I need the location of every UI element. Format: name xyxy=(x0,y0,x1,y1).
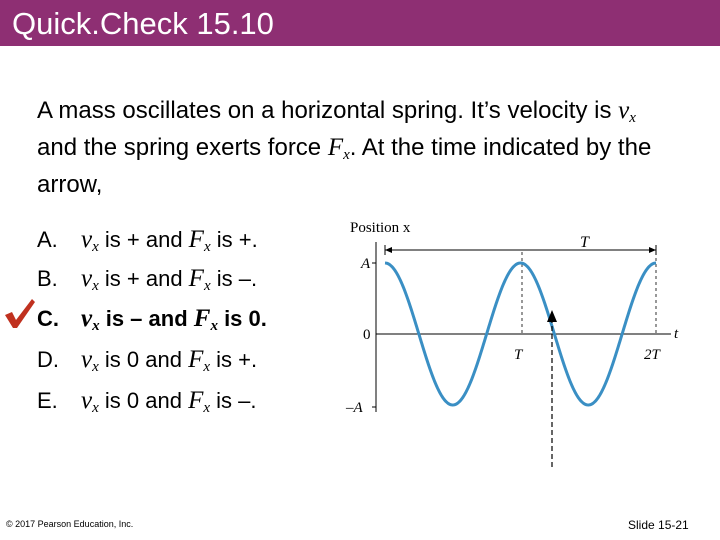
choice-e[interactable]: E. $v_x$ is 0 and $F_x$ is –. xyxy=(37,387,257,416)
question-text xyxy=(37,96,657,200)
tick-negA-label: –A xyxy=(346,400,363,416)
force-symbol: F xyxy=(327,134,344,161)
choice-letter: B. xyxy=(37,266,58,291)
choice-a[interactable]: A. $v_x$ is + and $F_x$ is +. xyxy=(37,226,258,255)
copyright-notice: © 2017 Pearson Education, Inc. xyxy=(6,519,134,529)
title-bar xyxy=(0,0,720,46)
check-mark-icon xyxy=(2,296,36,330)
velocity-symbol: v xyxy=(618,97,630,124)
tick-A-label: A xyxy=(361,256,371,272)
choice-letter: A. xyxy=(37,227,58,252)
slide-number: Slide 15-21 xyxy=(628,518,689,532)
velocity-subscript: x xyxy=(629,110,636,126)
tick-zero-label: 0 xyxy=(363,327,371,343)
position-time-graph xyxy=(336,212,696,474)
period-label: T xyxy=(580,234,589,251)
choice-d[interactable]: D. $v_x$ is 0 and $F_x$ is +. xyxy=(37,346,258,375)
question-part-1: A mass oscillates on a horizontal spring. It’s velocity is xyxy=(37,97,619,124)
tick-2T-label: 2T xyxy=(644,347,660,363)
choice-letter: E. xyxy=(37,388,58,413)
slide-title: Quick.Check 15.10 xyxy=(12,6,274,41)
question-part-3: . At the time indicated by the arrow, xyxy=(37,134,652,198)
question-part-2: and the spring exerts force xyxy=(37,134,328,161)
period-left-arrowhead xyxy=(385,247,392,253)
y-axis-label: Position x xyxy=(350,220,411,236)
choice-b[interactable]: B. $v_x$ is + and $F_x$ is –. xyxy=(37,265,258,294)
period-right-arrowhead xyxy=(649,247,656,253)
choice-c[interactable]: C. $v_x$ is – and $F_x$ is 0. xyxy=(37,305,267,334)
choice-letter: C. xyxy=(37,306,59,331)
force-subscript: x xyxy=(343,147,350,163)
choice-letter: D. xyxy=(37,347,59,372)
tick-T-label: T xyxy=(514,347,523,363)
x-axis-label: t xyxy=(674,326,679,342)
